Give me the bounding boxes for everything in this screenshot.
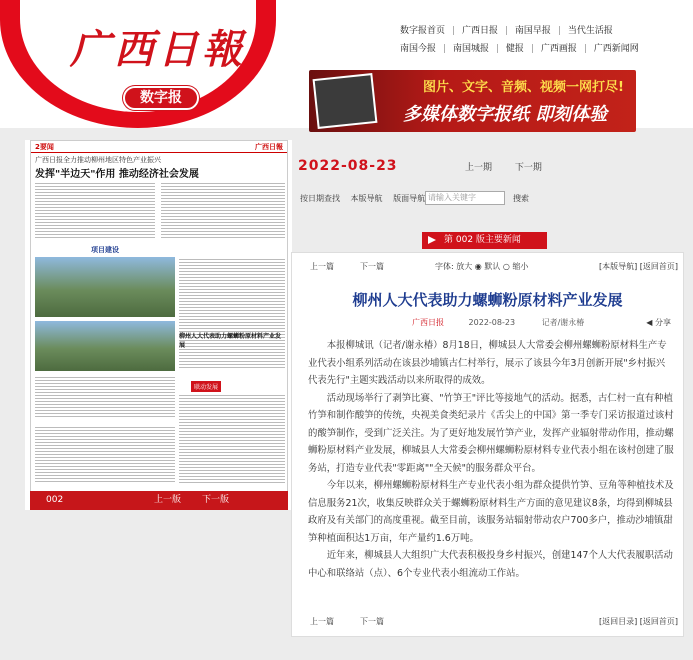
banner-line2: 多媒体数字报纸 即刻体验 <box>403 104 608 125</box>
page-number: 002 <box>46 495 64 505</box>
article-author: 记者/谢永椿 <box>541 318 585 327</box>
date-search-link[interactable]: 按日期查找 <box>300 194 340 203</box>
logo-badge[interactable]: 数字报 <box>123 86 199 110</box>
link-ngzb[interactable]: 南国早报 <box>514 26 551 36</box>
link-ngjb[interactable]: 南国今报 <box>400 44 437 54</box>
paper-kicker: 广西日报全力推动柳州地区特色产业振兴 <box>35 156 161 164</box>
font-default-button[interactable]: 默认 <box>484 262 501 271</box>
article-source: 广西日报 <box>412 318 444 327</box>
multimedia-banner[interactable] <box>309 70 636 132</box>
share-icon: ◀ <box>646 318 653 327</box>
paragraph: 本报柳城讯（记者/谢永椿）8月18日，柳城县人大常委会柳州螺蛳粉原材料生产专业代表小组系列活动在该县沙埔镇古仁村举行，展示了该县今年3月创新开展"乡村振兴 代表先行"主题实践活动以来所取得的成效。 <box>308 340 667 386</box>
link-jb[interactable]: 健报 <box>505 44 524 54</box>
top-links: 数字报首页 | 广西日报 | 南国早报 | 当代生活报 南国今报 | 南国城报 | 健报 | 广西画报 | 广西新闻网 <box>400 22 690 58</box>
paragraph: 今年以来，柳州螺蛳粉原材料生产专业代表小组为群众提供竹笋、豆角等种植技术及信息服务21次，收集反映群众关于螺蛳粉原材料生产方面的意见建议8条，均得到柳城县政府及有关部门的高度重视。截至目前，该服务站辐射带动农户700多户，推动沙埔镇甜笋种植面积达1万亩，年产量约1.6万吨。 <box>308 480 674 544</box>
link-gxnews[interactable]: 广西新闻网 <box>593 44 639 54</box>
next-issue-link[interactable]: 下一期 <box>514 163 542 173</box>
issue-date: 2022-08-23 <box>298 158 398 174</box>
link-gxrb[interactable]: 广西日报 <box>461 26 498 36</box>
link-ddsh[interactable]: 当代生活报 <box>567 26 613 36</box>
font-size-label: 字体: <box>435 262 454 271</box>
font-small-button[interactable]: 缩小 <box>512 262 529 271</box>
article-meta <box>412 317 584 328</box>
toolbar <box>300 193 433 204</box>
next-article-link[interactable]: 下一篇 <box>360 262 384 271</box>
prev-page-button[interactable]: 上一版 <box>154 495 182 505</box>
share-label: 分享 <box>655 318 671 327</box>
link-gxhb[interactable]: 广西画报 <box>540 44 577 54</box>
page-bar <box>30 491 288 510</box>
title-nav-link[interactable]: 版面导航 <box>393 194 426 203</box>
issue-nav <box>465 160 562 173</box>
paper-section2[interactable]: 柳州人大代表助力螺蛳粉原材料产业发展 <box>179 333 282 349</box>
newspaper-page-thumbnail[interactable]: 2要闻 广西日報 广西日报全力推动柳州地区特色产业振兴 发挥"半边天"作用 推动经济社会发展 项目建设 柳州人大代表助力螺蛳粉原材料产业发展 联动发展 <box>30 140 288 494</box>
search-button[interactable]: 搜索 <box>513 194 529 203</box>
font-size-controls: 字体: 放大 ◉ 默认 ○ 缩小 <box>435 262 529 271</box>
article-body <box>308 337 674 582</box>
footer-next-article[interactable]: 下一篇 <box>360 617 384 626</box>
top-nav-links[interactable]: [本版导航] [返回首页] <box>598 262 678 271</box>
paragraph: 活动现场举行了剥笋比赛、"竹笋王"评比等接地气的活动。据悉，古仁村一直有种植竹笋和制作酸笋的传统，央视美食类纪录片《舌尖上的中国》第一季专门采访报道过该村的酸笋制作，受到广泛关注。为了更好地发展竹笋产业，发挥产业辐射带动作用，推动螺蛳粉原材料产业发展，柳城县人大常委会柳州螺蛳粉原材料专业代表小组在该村创建了服务站，打造专业代表"零距离""全天候"的服务群众平台。 <box>308 392 674 474</box>
paper-headline[interactable]: 发挥"半边天"作用 推动经济社会发展 <box>35 169 199 180</box>
search-input[interactable]: 请输入关键字 <box>425 191 505 205</box>
article <box>291 252 684 637</box>
section-tab[interactable]: 第 002 版主要新闻 <box>422 232 547 249</box>
prev-issue-link[interactable]: 上一期 <box>465 163 493 173</box>
logo-title[interactable]: 广西日報 <box>70 26 246 73</box>
article-title: 柳州人大代表助力螺蛳粉原材料产业发展 <box>352 291 623 309</box>
footer-links[interactable]: [返回目录] [返回首页] <box>598 617 678 626</box>
paragraph: 近年来，柳城县人大组织广大代表积极投身乡村振兴，创建147个人大代表履职活动中心和联络站（点）、6个专业代表小组流动工作站。 <box>308 550 673 579</box>
paper-section1: 项目建设 <box>91 246 119 254</box>
font-big-button[interactable]: 放大 <box>456 262 473 271</box>
link-ngcb[interactable]: 南国城报 <box>452 44 489 54</box>
article-date: 2022-08-23 <box>468 318 516 327</box>
share-button[interactable] <box>646 317 671 328</box>
link-home[interactable]: 数字报首页 <box>400 26 446 36</box>
page-tag: 2要闻 <box>35 143 54 151</box>
board-nav-link[interactable]: 本版导航 <box>350 194 383 203</box>
banner-photo <box>313 73 378 129</box>
banner-line1: 图片、文字、音频、视频一网打尽! <box>423 80 624 95</box>
prev-article-link[interactable]: 上一篇 <box>310 262 334 271</box>
paper-name: 广西日報 <box>255 143 283 151</box>
footer-prev-article[interactable]: 上一篇 <box>310 617 334 626</box>
next-page-button[interactable]: 下一版 <box>202 495 230 505</box>
